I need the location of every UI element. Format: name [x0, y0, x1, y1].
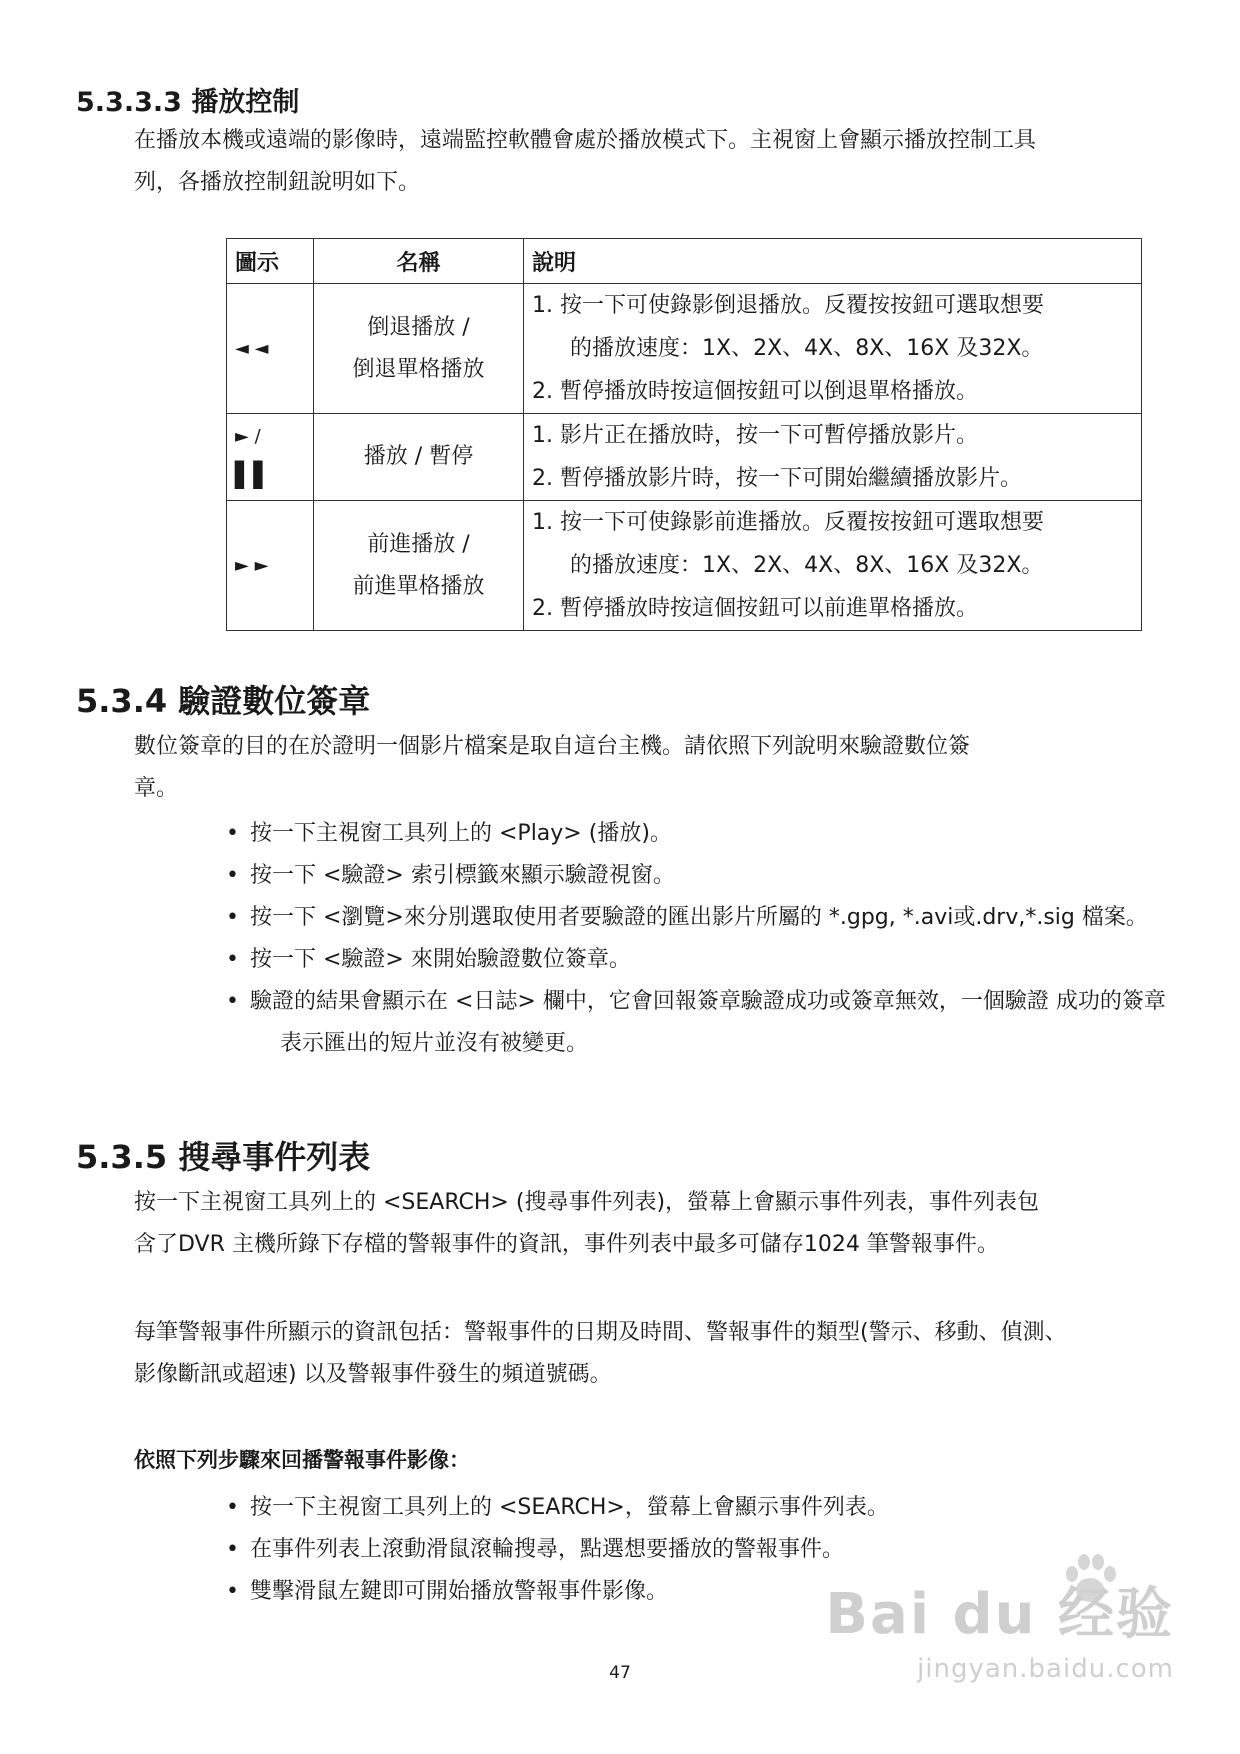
rewind-name-line-1: 倒退播放 /	[367, 314, 470, 340]
bullet-dot-icon: •	[226, 863, 239, 888]
header-description: 說明	[524, 239, 1142, 284]
forward-name-line-2: 前進單格播放	[352, 573, 485, 599]
search-intro-paragraph	[134, 1182, 1039, 1266]
section-heading-5-3-5: 5.3.5 搜尋事件列表	[76, 1138, 371, 1176]
section-heading-5-3-3-3: 5.3.3.3 播放控制	[76, 87, 300, 118]
header-name: 名稱	[314, 239, 524, 284]
list-item: • 按一下 <驗證> 來開始驗證數位簽章。	[226, 939, 1166, 981]
table-row	[227, 501, 1142, 631]
list-item: • 按一下主視窗工具列上的 <Play> (播放)。	[226, 813, 1166, 855]
list-item: • 驗證的結果會顯示在 <日誌> 欄中，它會回報簽章驗證成功或簽章無效，一個驗證 成功的簽章表示匯出的短片並沒有被變更。	[226, 981, 1166, 1065]
bullet-dot-icon: •	[226, 989, 239, 1014]
bullet-dot-icon: •	[226, 821, 239, 846]
playback-intro-line-1: 在播放本機或遠端的影像時，遠端監控軟體會處於播放模式下。主視窗上會顯示播放控制工具	[134, 128, 1037, 153]
forward-desc-1: 1. 按一下可使錄影前進播放。反覆按按鈕可選取想要	[532, 510, 1044, 535]
page-number: 47	[609, 1663, 631, 1683]
list-item: • 按一下 <瀏覽>來分別選取使用者要驗證的匯出影片所屬的 *.gpg, *.avi或.drv,*.sig 檔案。	[226, 897, 1166, 939]
play-pause-desc-1: 1. 影片正在播放時，按一下可暫停播放影片。	[532, 423, 978, 448]
play-icon: ► /	[235, 425, 261, 447]
alarm-info-line-1: 每筆警報事件所顯示的資訊包括：警報事件的日期及時間、警報事件的類型(警示、移動、偵測、	[134, 1320, 1067, 1345]
forward-desc-2: 2. 暫停播放時按這個按鈕可以前進單格播放。	[532, 596, 978, 621]
watermark-url: jingyan.baidu.com	[917, 1654, 1174, 1684]
search-intro-line-2: 含了DVR 主機所錄下存檔的警報事件的資訊，事件列表中最多可儲存1024 筆警報事件。	[134, 1232, 999, 1257]
watermark-logo: Bai du 经验	[825, 1582, 1174, 1647]
playback-steps-title: 依照下列步驟來回播警報事件影像：	[134, 1448, 470, 1472]
rewind-desc-1: 1. 按一下可使錄影倒退播放。反覆按按鈕可選取想要	[532, 293, 1044, 318]
list-item: • 雙擊滑鼠左鍵即可開始播放警報事件影像。	[226, 1571, 1126, 1613]
bullet-dot-icon: •	[226, 1537, 239, 1562]
playback-intro-line-2: 列，各播放控制鈕說明如下。	[134, 170, 421, 195]
rewind-desc-2: 2. 暫停播放時按這個按鈕可以倒退單格播放。	[532, 379, 978, 404]
rewind-name-line-2: 倒退單格播放	[352, 356, 485, 382]
signature-steps-list	[226, 813, 1166, 1065]
playback-intro-paragraph	[134, 120, 1036, 204]
list-item: • 按一下 <驗證> 索引標籤來顯示驗證視窗。	[226, 855, 1166, 897]
play-pause-icon	[227, 414, 314, 501]
signature-intro-paragraph	[134, 726, 970, 810]
pause-icon: ▌▌	[235, 460, 272, 489]
play-pause-description	[524, 414, 1142, 501]
rewind-icon: ◄ ◄	[227, 284, 314, 414]
bullet-dot-icon: •	[226, 947, 239, 972]
signature-intro-line-2: 章。	[134, 776, 179, 801]
search-intro-line-1: 按一下主視窗工具列上的 <SEARCH> (搜尋事件列表)，螢幕上會顯示事件列表，事件列表包	[134, 1190, 1040, 1215]
play-pause-desc-2: 2. 暫停播放影片時，按一下可開始繼續播放影片。	[532, 466, 1022, 491]
alarm-info-paragraph	[134, 1312, 1067, 1396]
list-item: • 在事件列表上滾動滑鼠滾輪搜尋，點選想要播放的警報事件。	[226, 1529, 1126, 1571]
table-row	[227, 414, 1142, 501]
fast-forward-icon: ► ►	[227, 501, 314, 631]
section-heading-5-3-4: 5.3.4 驗證數位簽章	[76, 682, 371, 720]
forward-desc-1-cont: 的播放速度：1X、2X、4X、8X、16X 及32X。	[570, 553, 1044, 578]
rewind-desc-1-cont: 的播放速度：1X、2X、4X、8X、16X 及32X。	[570, 336, 1044, 361]
list-item: • 按一下主視窗工具列上的 <SEARCH>，螢幕上會顯示事件列表。	[226, 1487, 1126, 1529]
signature-intro-line-1: 數位簽章的目的在於證明一個影片檔案是取自這台主機。請依照下列說明來驗證數位簽	[134, 734, 971, 759]
alarm-info-line-2: 影像斷訊或超速) 以及警報事件發生的頻道號碼。	[134, 1362, 612, 1387]
bullet-dot-icon: •	[226, 905, 239, 930]
header-icon: 圖示	[227, 239, 314, 284]
forward-name	[314, 501, 524, 631]
forward-description	[524, 501, 1142, 631]
forward-name-line-1: 前進播放 /	[367, 531, 470, 557]
bullet-dot-icon: •	[226, 1579, 239, 1604]
bullet-dot-icon: •	[226, 1495, 239, 1520]
rewind-description	[524, 284, 1142, 414]
table-header-row	[227, 239, 1142, 284]
table-row	[227, 284, 1142, 414]
rewind-name	[314, 284, 524, 414]
playback-controls-table	[226, 238, 1142, 631]
play-pause-name: 播放 / 暫停	[314, 414, 524, 501]
